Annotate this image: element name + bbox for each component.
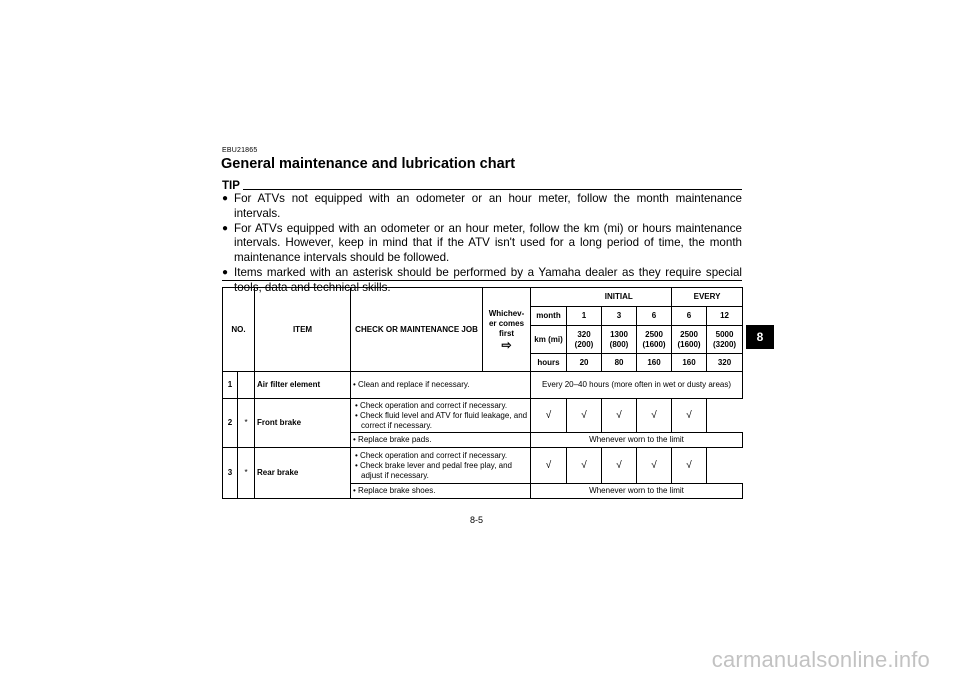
km-cell: 2500 (1600) — [672, 326, 707, 354]
tip-item-text: Items marked with an asterisk should be performed by a Yamaha dealer as they require special tools, data and technical skills. — [234, 265, 742, 294]
tip-bottom-rule — [222, 280, 742, 281]
hours-cell: 160 — [637, 354, 672, 372]
job-item: • Check operation and correct if necessary. — [355, 450, 508, 460]
row-job: • Replace brake shoes. — [351, 484, 531, 499]
check-mark: √ — [672, 399, 707, 433]
row-job: • Replace brake pads. — [351, 433, 531, 448]
km-cell: 5000 (3200) — [707, 326, 743, 354]
table-row — [223, 372, 743, 399]
check-mark: √ — [672, 448, 707, 484]
job-item: • Check operation and correct if necessary. — [355, 400, 508, 410]
header-blank — [531, 288, 567, 307]
row-job — [351, 448, 531, 484]
table-row — [223, 399, 743, 433]
row-interval: Whenever worn to the limit — [531, 433, 743, 448]
row-interval: Every 20–40 hours (more often in wet or dusty areas) — [531, 372, 743, 399]
header-job: CHECK OR MAINTENANCE JOB — [351, 288, 483, 372]
row-number: 3 — [223, 448, 238, 499]
row-item: Air filter element — [255, 372, 351, 399]
header-whichever — [483, 288, 531, 372]
bullet-icon: ● — [222, 193, 229, 204]
row-number: 1 — [223, 372, 238, 399]
header-row — [223, 288, 743, 307]
header-no: NO. — [223, 288, 255, 372]
hours-label: hours — [531, 354, 567, 372]
tip-item — [222, 192, 742, 222]
job-item: • Check fluid level and ATV for fluid leakage, and correct if necessary. — [355, 410, 528, 430]
row-asterisk: * — [238, 399, 255, 448]
tip-rule — [243, 189, 742, 190]
check-mark: √ — [567, 399, 602, 433]
tip-item-text: For ATVs not equipped with an odometer or an hour meter, follow the month maintenance intervals. — [234, 192, 742, 220]
watermark: carmanualsonline.info — [711, 647, 930, 672]
row-job: • Clean and replace if necessary. — [351, 372, 531, 399]
hours-cell: 160 — [672, 354, 707, 372]
row-asterisk — [238, 372, 255, 399]
month-cell: 12 — [707, 307, 743, 326]
page-title: General maintenance and lubrication chart — [221, 156, 516, 172]
km-label: km (mi) — [531, 326, 567, 354]
header-initial: INITIAL — [567, 288, 672, 307]
row-item: Front brake — [255, 399, 351, 448]
month-label: month — [531, 307, 567, 326]
header-every: EVERY — [672, 288, 743, 307]
whichever-text: Whichev-er comes first — [488, 308, 525, 338]
document-code: EBU21865 — [222, 147, 258, 154]
hours-cell: 20 — [567, 354, 602, 372]
job-list — [353, 401, 528, 431]
row-number: 2 — [223, 399, 238, 448]
hours-cell: 320 — [707, 354, 743, 372]
bullet-icon: ● — [222, 266, 229, 278]
hours-cell: 80 — [602, 354, 637, 372]
header-item: ITEM — [255, 288, 351, 372]
tip-label: TIP — [222, 180, 240, 192]
check-mark: √ — [531, 399, 567, 433]
check-mark: √ — [637, 448, 672, 484]
km-cell: 2500 (1600) — [637, 326, 672, 354]
job-item: • Check brake lever and pedal free play, and adjust if necessary. — [355, 460, 512, 480]
page-number: 8-5 — [470, 515, 484, 525]
tip-box — [222, 180, 742, 296]
row-asterisk: * — [238, 448, 255, 499]
check-mark: √ — [567, 448, 602, 484]
maintenance-chart — [222, 287, 743, 499]
section-tab: 8 — [746, 325, 774, 349]
bullet-icon: ● — [222, 222, 229, 234]
arrow-right-icon: ⇨ — [501, 337, 512, 352]
km-cell: 320 (200) — [567, 326, 602, 354]
tip-header — [222, 180, 742, 192]
row-item: Rear brake — [255, 448, 351, 499]
tip-item-text: For ATVs equipped with an odometer or an hour meter, follow the km (mi) or hours maintenance intervals. However, keep in mind that if the ATV isn't used for a long period of time, the month maintenance intervals should be followed. — [234, 221, 742, 265]
km-cell: 1300 (800) — [602, 326, 637, 354]
table-row — [223, 448, 743, 484]
row-interval: Whenever worn to the limit — [531, 484, 743, 499]
month-cell: 1 — [567, 307, 602, 326]
row-job — [351, 399, 531, 433]
month-cell: 3 — [602, 307, 637, 326]
month-cell: 6 — [637, 307, 672, 326]
check-mark: √ — [531, 448, 567, 484]
job-list — [353, 451, 528, 481]
tip-item — [222, 222, 742, 266]
check-mark: √ — [637, 399, 672, 433]
check-mark: √ — [602, 399, 637, 433]
check-mark: √ — [602, 448, 637, 484]
month-cell: 6 — [672, 307, 707, 326]
